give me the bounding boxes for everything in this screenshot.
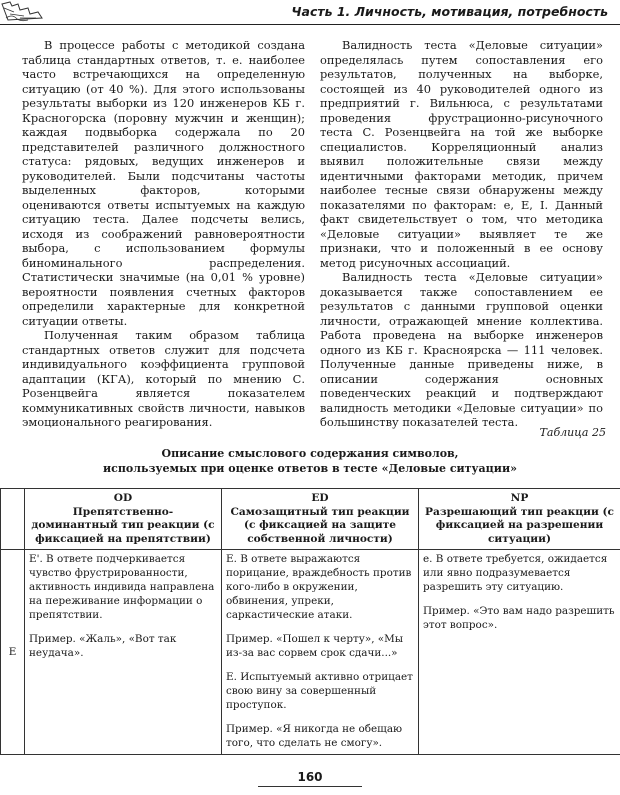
column-title: Самозащитный тип реакции (с фиксацией на защите собственной личности) bbox=[230, 505, 410, 545]
table-label: Таблица 25 bbox=[539, 426, 606, 439]
reaction-types-table bbox=[0, 488, 620, 755]
paragraph: Валидность теста «Деловые ситуации» доказывается также сопоставлением ее результатов с данными групповой оценки личности, отражающей мнение коллектива. Работа проведена на выборке инженеров одного из КБ г. Красноярска — 111 человек. Полученные данные приведены ниже, в описании содержания основных поведенческих реакций и подтверждают валидность методики «Деловые ситуации» по большинству показателей теста. bbox=[320, 270, 603, 429]
paragraph: Полученная таким образом таблица стандартных ответов служит для подсчета индивидуального коэффициента групповой адаптации (КГА), который по мнению С. Розенцвейга является показателем коммуникативных свойств личности, навыков эмоционального реагирования. bbox=[22, 328, 305, 429]
paragraph: Валидность теста «Деловые ситуации» определялась путем сопоставления его результатов, полученных на выборке, состоящей из 40 руководителей одного из предприятий г. Вильнюса, с результатами проведения фрустрационно-рисуночного теста С. Розенцвейга на той же выборке специалистов. Корреляционный анализ выявил положительные связи между идентичными факторами методик, причем наиболее тесные связи обнаружены между показателями по факторам: е, Е, I. Данный факт свидетельствует о том, что методика «Деловые ситуации» выявляет те же признаки, что и положенный в ее основу метод рисуночных ассоциаций. bbox=[320, 38, 603, 270]
paragraph: В процессе работы с методикой создана таблица стандартных ответов, т. е. наиболее часто встречающихся на определенную ситуацию (от 40 %). Для этого использованы результаты выборки из 120 инженеров КБ г. Красногорска (поровну мужчин и женщин); каждая подвыборка содержала по 20 представителей различного должностного статуса: рядовых, ведущих инженеров и руководителей. Были подсчитаны частоты выделенных факторов, которыми оцениваются ответы испытуемых на каждую ситуацию теста. Далее подсчеты велись, исходя из соображений равновероятности выбора, с использованием формулы биноминального распределения. Статистически значимые (на 0,01 % уровне) вероятности появления счетных факторов определили характерные для конкретной ситуации ответы. bbox=[22, 38, 305, 328]
corner-cell bbox=[1, 489, 25, 550]
cell-od bbox=[25, 550, 222, 755]
cell-example: Пример. «Жаль», «Вот так неудача». bbox=[29, 633, 177, 659]
left-column bbox=[22, 38, 305, 430]
table-row bbox=[1, 550, 620, 755]
cell-example: Пример. «Это вам надо разрешить этот вопрос». bbox=[423, 605, 615, 631]
header-rule bbox=[0, 24, 620, 25]
header-part-label: Часть 1. bbox=[291, 4, 351, 19]
table-caption bbox=[0, 446, 620, 476]
table-header-row bbox=[1, 489, 620, 550]
page-number: 160 bbox=[297, 770, 323, 784]
publisher-ornament-icon bbox=[0, 0, 46, 24]
right-column bbox=[320, 38, 603, 430]
column-title: Разрешающий тип реакции (с фиксацией на разрешении ситуации) bbox=[425, 505, 614, 545]
cell-example: Пример. «Я никогда не обещаю того, что сделать не смогу». bbox=[226, 723, 403, 749]
column-code: OD bbox=[113, 492, 133, 504]
footer-rule bbox=[258, 786, 362, 787]
cell-example: Пример. «Пошел к черту», «Мы из-за вас сорвем срок сдачи...» bbox=[226, 633, 404, 659]
header-title bbox=[291, 4, 608, 19]
table-caption-line: Описание смыслового содержания символов, bbox=[161, 447, 459, 460]
row-label: E bbox=[1, 550, 25, 755]
table-caption-line: используемых при оценке ответов в тесте «Деловые ситуации» bbox=[103, 462, 517, 475]
cell-text: Е. Испытуемый активно отрицает свою вину за совершенный проступок. bbox=[226, 671, 413, 711]
running-header bbox=[0, 0, 620, 28]
cell-text: E'. В ответе подчеркивается чувство фрустрированности, активность индивида направлена на переживание информации о препятствии. bbox=[29, 553, 215, 621]
column-header-ed bbox=[222, 489, 419, 550]
cell-text: e. В ответе требуется, ожидается или явно подразумевается разрешить эту ситуацию. bbox=[423, 553, 608, 593]
column-header-np bbox=[419, 489, 620, 550]
column-title: Препятственно-доминантный тип реакции (с фиксацией на препятствии) bbox=[31, 505, 215, 545]
cell-np bbox=[419, 550, 620, 755]
header-chapter-title: Личность, мотивация, потребность bbox=[354, 4, 608, 19]
cell-text: E. В ответе выражаются порицание, враждебность против кого-либо в окружении, обвинения, упреки, саркастические атаки. bbox=[226, 553, 412, 621]
column-header-od bbox=[25, 489, 222, 550]
column-code: ED bbox=[311, 492, 329, 504]
cell-ed bbox=[222, 550, 419, 755]
column-code: NP bbox=[510, 492, 529, 504]
